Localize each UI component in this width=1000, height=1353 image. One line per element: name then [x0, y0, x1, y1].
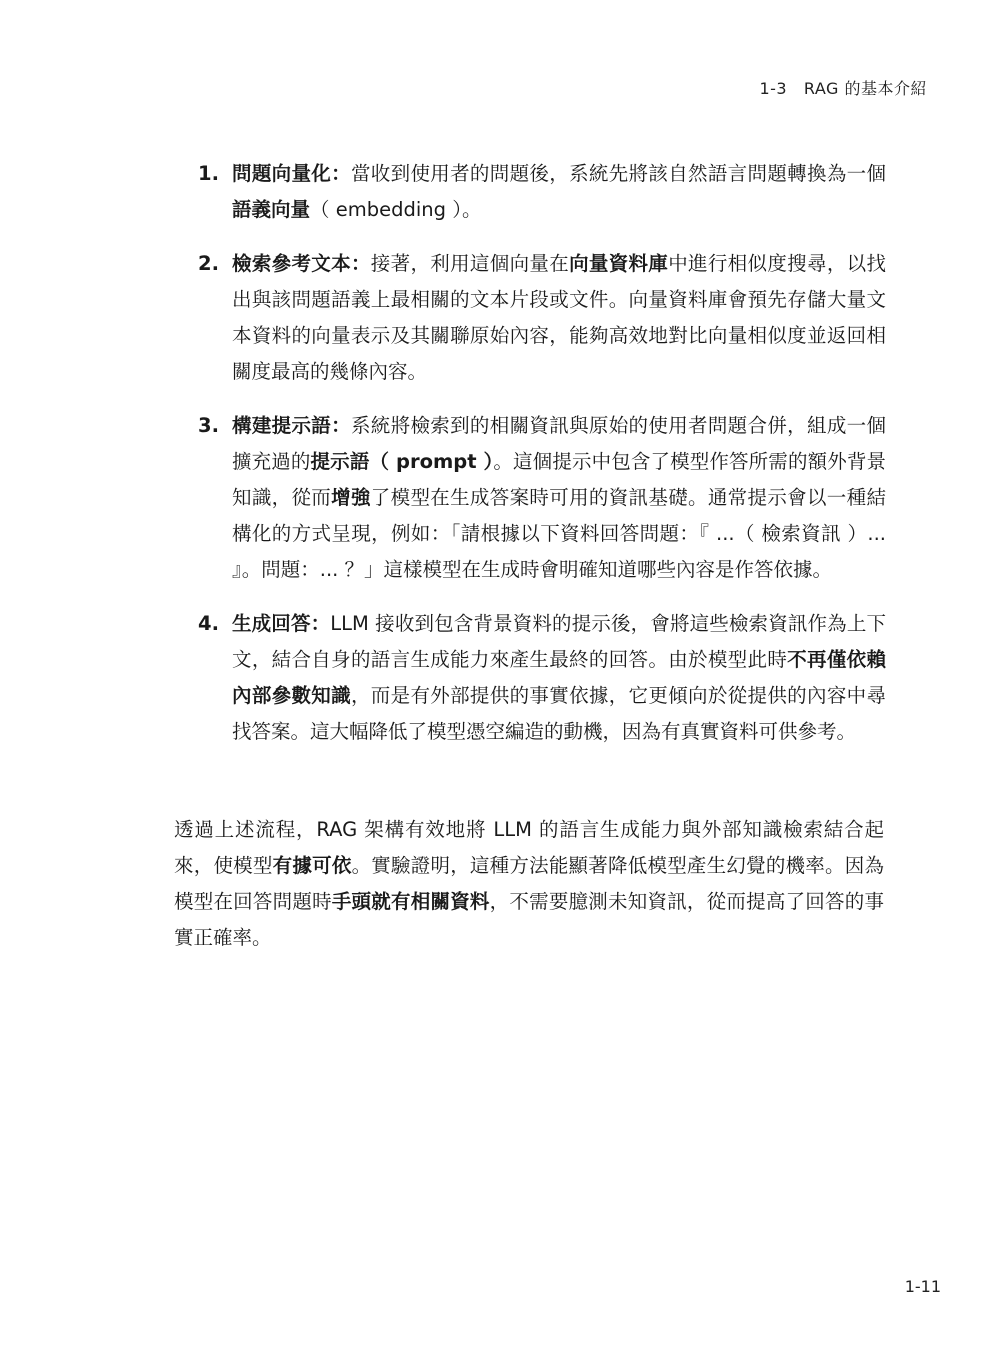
list-item	[198, 606, 886, 750]
item-text: 中進行相似度搜尋，以找出與該問題語義上最相關的文本片段或文件。向量資料庫會預先存儲大量文本資料的向量表示及其關聯原始內容，能夠高效地對比向量相似度並返回相關度最高的幾條內容。	[232, 252, 886, 383]
paragraph-text: 透過上述流程，RAG 架構有效地將 LLM 的語言生成能力與外部知識檢索結合起來，使模型	[174, 818, 884, 877]
item-number: 3.	[198, 414, 219, 437]
rag-steps-list	[198, 156, 886, 768]
paragraph-emphasis: 有據可依	[272, 854, 352, 877]
item-text: 。這個提示中包含了模型作答所需的額外背景知識，從而	[232, 450, 886, 509]
item-text: （ embedding ）。	[310, 198, 482, 221]
item-text: LLM 接收到包含背景資料的提示後，會將這些檢索資訊作為上下文，結合自身的語言生成能力來產生最終的回答。由於模型此時	[232, 612, 886, 671]
item-term: 檢索參考文本：	[232, 252, 371, 275]
paragraph-emphasis: 手頭就有相關資料	[331, 890, 490, 913]
item-emphasis: 向量資料庫	[569, 252, 669, 275]
paragraph-text: ，不需要臆測未知資訊，從而提高了回答的事實正確率。	[174, 890, 884, 949]
item-text: 系統將檢索到的相關資訊與原始的使用者問題合併，組成一個擴充過的	[232, 414, 886, 473]
item-text: ，而是有外部提供的事實依據，它更傾向於從提供的內容中尋找答案。這大幅降低了模型憑空編造的動機，因為有真實資料可供參考。	[232, 684, 886, 743]
item-number: 2.	[198, 252, 219, 275]
item-emphasis: 不再僅依賴內部參數知識	[232, 648, 886, 707]
list-item	[198, 156, 886, 228]
item-number: 1.	[198, 162, 219, 185]
item-emphasis: 增強	[331, 486, 371, 509]
item-term: 構建提示語：	[232, 414, 351, 437]
list-item	[198, 408, 886, 588]
item-number: 4.	[198, 612, 219, 635]
closing-paragraph	[174, 812, 884, 956]
header-section-number: 1-3	[759, 79, 788, 98]
paragraph-text: 。實驗證明，這種方法能顯著降低模型產生幻覺的機率。因為模型在回答問題時	[174, 854, 884, 913]
item-term: 問題向量化：	[232, 162, 351, 185]
item-emphasis: 提示語（ prompt ）	[310, 450, 494, 473]
running-header	[759, 76, 927, 99]
item-text: 了模型在生成答案時可用的資訊基礎。通常提示會以一種結構化的方式呈現，例如：「請根據以下資料回答問題：『 ...（ 檢索資訊 ）... 』。問題：... ？」這樣模型在生成時會明確知道哪些內容是作答依據。	[232, 486, 886, 581]
page-number: 1-11	[904, 1277, 941, 1296]
header-section-title: RAG 的基本介紹	[803, 79, 927, 98]
item-term: 生成回答：	[232, 612, 331, 635]
item-text: 接著，利用這個向量在	[370, 252, 570, 275]
item-text: 當收到使用者的問題後，系統先將該自然語言問題轉換為一個	[350, 162, 886, 185]
item-emphasis: 語義向量	[232, 198, 311, 221]
list-item	[198, 246, 886, 390]
